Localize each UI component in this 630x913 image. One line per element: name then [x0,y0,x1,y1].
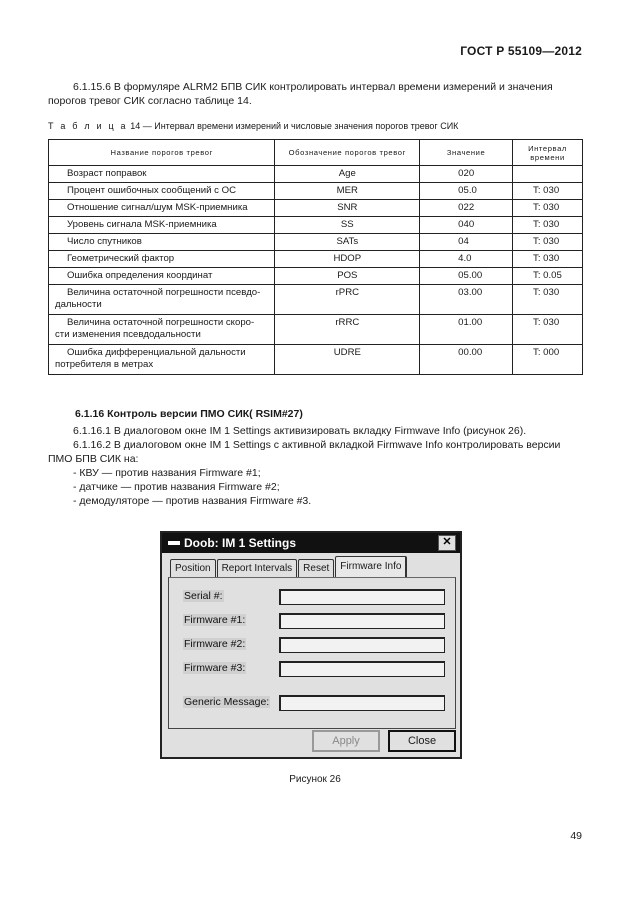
tab-report-intervals[interactable]: Report Intervals [217,559,298,577]
paragraph-line: 6.1.15.6 В формуляре ALRM2 БПВ СИК контролировать интервал времени измерений и значения [73,81,553,93]
generic-message-field[interactable] [279,695,445,711]
dialog-titlebar[interactable] [162,533,460,553]
list-item: - датчике — против названия Firmware #2; [73,481,280,493]
list-item: - КВУ — против названия Firmware #1; [73,467,261,479]
system-menu-icon[interactable] [168,541,180,545]
firmware1-field[interactable] [279,613,445,629]
cell-interval: T: 030 [513,251,583,268]
cell-interval: T: 030 [513,217,583,234]
cell-value: 04 [420,234,513,251]
table-row [49,315,583,345]
thresholds-table [48,139,583,375]
cell-name-line: Величина остаточной погрешности псевдо- [67,287,261,298]
table-row [49,345,583,375]
serial-label: Serial #: [184,590,223,602]
cell-code: SS [275,217,420,234]
cell-code: rPRC [275,285,420,315]
paragraph-6-1-16-2-cont: ПМО БПВ СИК на: [48,453,139,465]
close-button[interactable]: Close [388,730,456,752]
cell-name [49,315,275,345]
cell-interval [513,166,583,183]
cell-value: 040 [420,217,513,234]
list-item: - демодуляторе — против названия Firmware #3. [73,495,312,507]
serial-field[interactable] [279,589,445,605]
generic-message-label: Generic Message: [184,696,270,708]
table-row [49,217,583,234]
tab-reset[interactable]: Reset [298,559,334,577]
firmware3-label: Firmware #3: [184,662,246,674]
cell-interval: T: 030 [513,183,583,200]
apply-button[interactable]: Apply [312,730,380,752]
cell-interval: T: 030 [513,315,583,345]
cell-name: Процент ошибочных сообщений с ОС [49,183,275,200]
cell-name: Уровень сигнала MSK-приемника [49,217,275,234]
tab-strip [170,557,408,577]
cell-interval: T: 030 [513,234,583,251]
tab-firmware-info[interactable]: Firmware Info [335,556,407,577]
firmware3-field[interactable] [279,661,445,677]
cell-name-line: Ошибка дифференциальной дальности [67,347,246,358]
page-number: 49 [570,830,582,842]
cell-name-line: дальности [55,299,102,310]
paragraph-6-1-16-2: 6.1.16.2 В диалоговом окне IM 1 Settings с активной вкладкой Firmwave Info контролировать версии [73,439,561,451]
table-row [49,200,583,217]
cell-name: Ошибка определения координат [49,268,275,285]
cell-name: Возраст поправок [49,166,275,183]
dialog-title: Doob: IM 1 Settings [184,536,296,550]
table-row [49,183,583,200]
header-value: Значение [420,140,513,166]
header-interval-line: Интервал [528,143,567,153]
cell-value: 022 [420,200,513,217]
cell-value: 05.0 [420,183,513,200]
paragraph-6-1-15-6 [48,80,582,94]
close-icon[interactable]: ✕ [438,535,456,551]
cell-interval: T: 000 [513,345,583,375]
header-interval [513,140,583,166]
cell-code: POS [275,268,420,285]
table-row [49,285,583,315]
firmware-info-panel [168,577,456,729]
table-row [49,234,583,251]
cell-code: HDOP [275,251,420,268]
cell-name-line: сти изменения псевдодальности [55,329,201,340]
table-row [49,268,583,285]
cell-code: SATs [275,234,420,251]
cell-name: Геометрический фактор [49,251,275,268]
cell-code: SNR [275,200,420,217]
paragraph-line: порогов тревог СИК согласно таблице 14. [48,95,252,107]
cell-name: Число спутников [49,234,275,251]
cell-value: 05.00 [420,268,513,285]
page-header: ГОСТ Р 55109—2012 [460,44,582,58]
header-name: Название порогов тревог [49,140,275,166]
section-title: 6.1.16 Контроль версии ПМО СИК( RSIM#27) [75,408,303,420]
paragraph-6-1-16-1: 6.1.16.1 В диалоговом окне IM 1 Settings активизировать вкладку Firmwave Info (рисунок 26). [73,425,527,437]
table-caption-label: Т а б л и ц а [48,121,128,131]
cell-code: Age [275,166,420,183]
cell-interval: T: 0.05 [513,268,583,285]
cell-value: 00.00 [420,345,513,375]
cell-value: 03.00 [420,285,513,315]
figure-caption: Рисунок 26 [289,774,341,785]
cell-name [49,345,275,375]
cell-name-line: потребителя в метрах [55,359,154,370]
cell-code: UDRE [275,345,420,375]
cell-code: MER [275,183,420,200]
cell-name [49,285,275,315]
table-row [49,166,583,183]
cell-interval: T: 030 [513,285,583,315]
paragraph-6-1-15-6-cont [48,94,582,108]
cell-value: 020 [420,166,513,183]
table-caption-text: 14 — Интервал времени измерений и числовые значения порогов тревог СИК [130,121,459,131]
cell-name: Отношение сигнал/шум MSK-приемника [49,200,275,217]
firmware2-label: Firmware #2: [184,638,246,650]
table-row [49,251,583,268]
table-caption [48,121,458,131]
firmware1-label: Firmware #1: [184,614,246,626]
table-header-row [49,140,583,166]
cell-name-line: Величина остаточной погрешности скоро- [67,317,255,328]
header-code: Обозначение порогов тревог [275,140,420,166]
header-interval-line: времени [530,152,565,162]
settings-dialog [160,531,462,759]
cell-code: rRRC [275,315,420,345]
cell-value: 4.0 [420,251,513,268]
tab-position[interactable]: Position [170,559,216,577]
firmware2-field[interactable] [279,637,445,653]
cell-interval: T: 030 [513,200,583,217]
cell-value: 01.00 [420,315,513,345]
